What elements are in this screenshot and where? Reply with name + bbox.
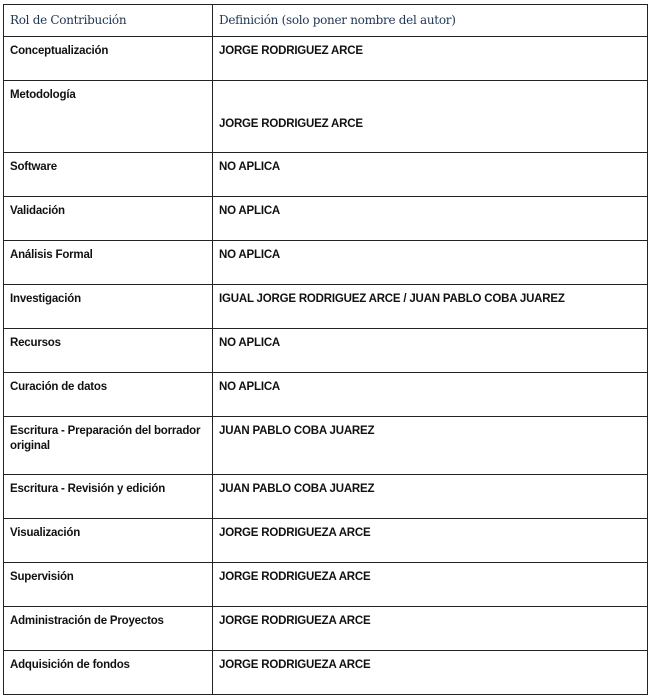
table-row — [4, 651, 648, 695]
role-cell: Adquisición de fondos — [4, 651, 213, 695]
role-cell: Curación de datos — [4, 373, 213, 417]
author-cell: JORGE RODRIGUEZ ARCE — [213, 37, 648, 81]
table-row — [4, 475, 648, 519]
author-cell: NO APLICA — [213, 329, 648, 373]
table-row — [4, 285, 648, 329]
author-cell: JORGE RODRIGUEZA ARCE — [213, 563, 648, 607]
role-cell: Escritura - Revisión y edición — [4, 475, 213, 519]
table-header-row — [4, 5, 648, 37]
table-row — [4, 563, 648, 607]
author-cell: JORGE RODRIGUEZA ARCE — [213, 607, 648, 651]
header-role: Rol de Contribución — [4, 5, 213, 37]
role-cell: Escritura - Preparación del borrador original — [4, 417, 213, 475]
table-row — [4, 417, 648, 475]
table-row — [4, 373, 648, 417]
role-cell: Supervisión — [4, 563, 213, 607]
role-cell: Validación — [4, 197, 213, 241]
table-row — [4, 241, 648, 285]
author-cell: JORGE RODRIGUEZA ARCE — [213, 519, 648, 563]
role-cell: Visualización — [4, 519, 213, 563]
author-cell: JUAN PABLO COBA JUAREZ — [213, 475, 648, 519]
author-cell: IGUAL JORGE RODRIGUEZ ARCE / JUAN PABLO COBA JUAREZ — [213, 285, 648, 329]
role-cell: Recursos — [4, 329, 213, 373]
author-cell: JUAN PABLO COBA JUAREZ — [213, 417, 648, 475]
contribution-roles-table — [3, 4, 648, 695]
table-row — [4, 519, 648, 563]
table-row — [4, 37, 648, 81]
header-definition: Definición (solo poner nombre del autor) — [213, 5, 648, 37]
author-cell: NO APLICA — [213, 197, 648, 241]
table-row — [4, 329, 648, 373]
table-row — [4, 607, 648, 651]
role-cell: Análisis Formal — [4, 241, 213, 285]
role-cell: Investigación — [4, 285, 213, 329]
role-cell: Software — [4, 153, 213, 197]
author-cell: NO APLICA — [213, 241, 648, 285]
author-cell: NO APLICA — [213, 373, 648, 417]
table-row — [4, 197, 648, 241]
author-cell: JORGE RODRIGUEZ ARCE — [213, 81, 648, 153]
table-row — [4, 153, 648, 197]
author-cell: JORGE RODRIGUEZA ARCE — [213, 651, 648, 695]
role-cell: Conceptualización — [4, 37, 213, 81]
author-cell: NO APLICA — [213, 153, 648, 197]
role-cell: Metodología — [4, 81, 213, 153]
role-cell: Administración de Proyectos — [4, 607, 213, 651]
table-row — [4, 81, 648, 153]
